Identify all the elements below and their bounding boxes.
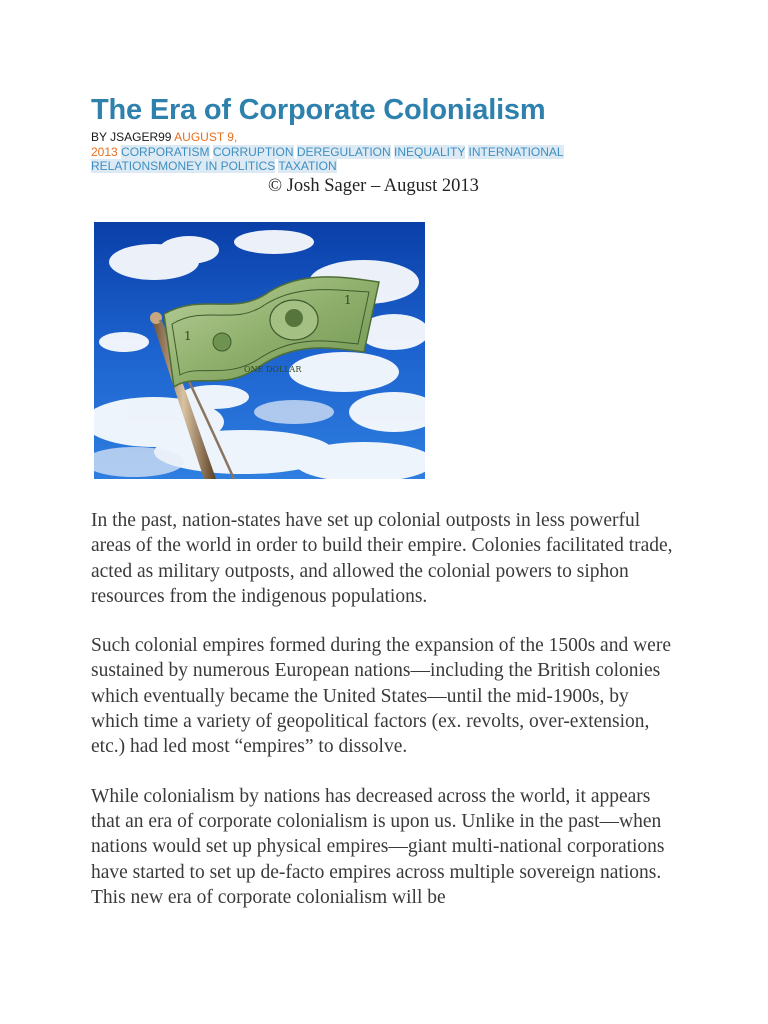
svg-text:1: 1 [344, 293, 352, 307]
paragraph-2: Such colonial empires formed during the expansion of the 1500s and were sustained by numerous European nations—including the British colonies which eventually became the United States—until the mid-1900s, by which time a variety of geopolitical factors (ex. revolts, over-extension, etc.) had led most “empires” to dissolve. [91, 635, 671, 758]
category-link-6[interactable]: TAXATION [278, 159, 337, 173]
svg-text:ONE DOLLAR: ONE DOLLAR [244, 365, 302, 374]
article-meta [91, 130, 611, 174]
paragraph-3: While colonialism by nations has decreased across the world, it appears that an era of corporate colonialism is upon us. Unlike in the past—when nations would set up physical empires—giant multi-national corporations have started to set up de-facto empires across multiple sovereign nations. This new era of corporate colonialism will be [91, 785, 665, 908]
category-link-5[interactable]: MONEY IN POLITICS [158, 159, 276, 173]
post-year[interactable]: 2013 [91, 144, 118, 159]
dollar-bill-flag-image [94, 222, 425, 479]
category-link-4[interactable]: INTERNATIONAL RELATIONS [91, 144, 564, 173]
post-date[interactable]: AUGUST 9, [174, 130, 238, 144]
category-link-0[interactable]: CORPORATISM [121, 144, 210, 159]
paragraph-1: In the past, nation-states have set up colonial outposts in less powerful areas of the world in order to build their empire. Colonies facilitated trade, acted as military outposts, and allowed the colonial powers to siphon resources from the indigenous populations. [91, 510, 673, 607]
copyright-line: © Josh Sager – August 2013 [268, 176, 479, 196]
byline: BY JSAGER99 [91, 130, 172, 144]
article-title: The Era of Corporate Colonialism [91, 94, 546, 126]
svg-text:1: 1 [184, 329, 192, 343]
category-link-3[interactable]: INEQUALITY [394, 144, 466, 159]
category-link-1[interactable]: CORRUPTION [212, 144, 294, 159]
article-body [91, 508, 681, 934]
category-link-2[interactable]: DEREGULATION [296, 144, 391, 159]
